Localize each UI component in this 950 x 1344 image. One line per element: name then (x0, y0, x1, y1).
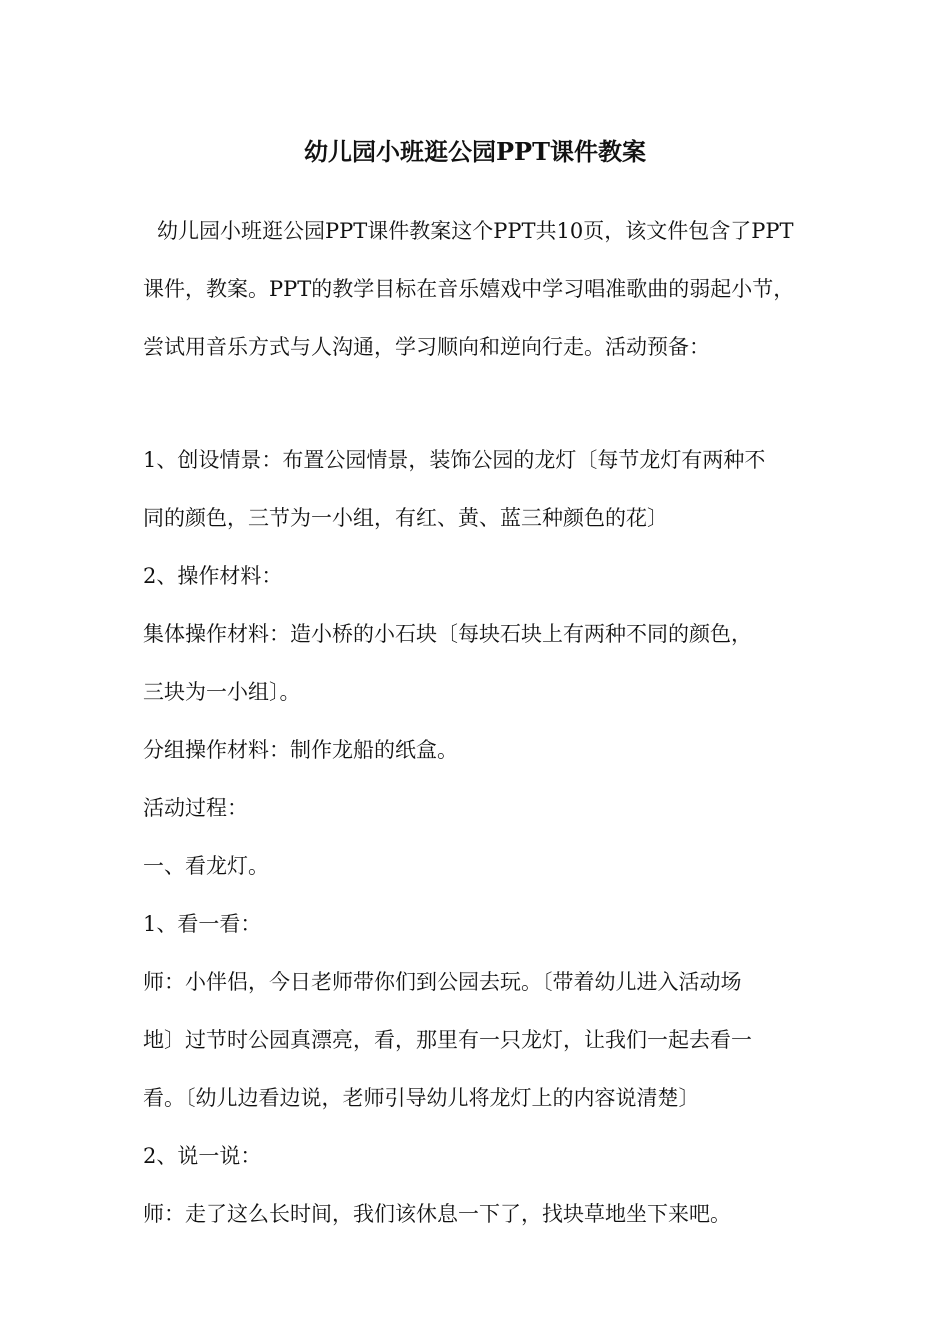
text-line: 师：走了这么长时间，我们该休息一下了，找块草地坐下来吧。 (143, 1202, 731, 1226)
text-line: 活动过程： (143, 796, 248, 820)
document-title: 幼儿园小班逛公园PPT课件教案 (304, 137, 646, 166)
text-line: 集体操作材料：造小桥的小石块〔每块石块上有两种不同的颜色， (143, 622, 752, 646)
text-line: 1、创设情景：布置公园情景，装饰公园的龙灯〔每节龙灯有两种不 (143, 448, 766, 472)
intro-paragraph: 幼儿园小班逛公园PPT课件教案这个PPT共10页，该文件包含了PPT课件，教案。PPT的教学目标在音乐嬉戏中学习唱准歌曲的弱起小节，尝试用音乐方式与人沟通，学习顺向和逆向行走。活动预备： (143, 219, 795, 359)
text-line: 同的颜色，三节为一小组，有红、黄、蓝三种颜色的花〕 (143, 506, 668, 530)
body-text (143, 431, 813, 1243)
text-line: 分组操作材料：制作龙船的纸盒。 (143, 738, 458, 762)
text-line: 一、看龙灯。 (143, 854, 269, 878)
text-line: 三块为一小组〕。 (143, 680, 301, 704)
text-line: 师：小伴侣，今日老师带你们到公园去玩。〔带着幼儿进入活动场 (143, 970, 742, 994)
text-line: 地〕过节时公园真漂亮，看，那里有一只龙灯，让我们一起去看一 (143, 1028, 752, 1052)
text-line: 2、说一说： (143, 1144, 262, 1168)
text-line: 2、操作材料： (143, 564, 283, 588)
text-line: 1、看一看： (143, 912, 262, 936)
text-line: 看。〔幼儿边看边说，老师引导幼儿将龙灯上的内容说清楚〕 (143, 1086, 700, 1110)
